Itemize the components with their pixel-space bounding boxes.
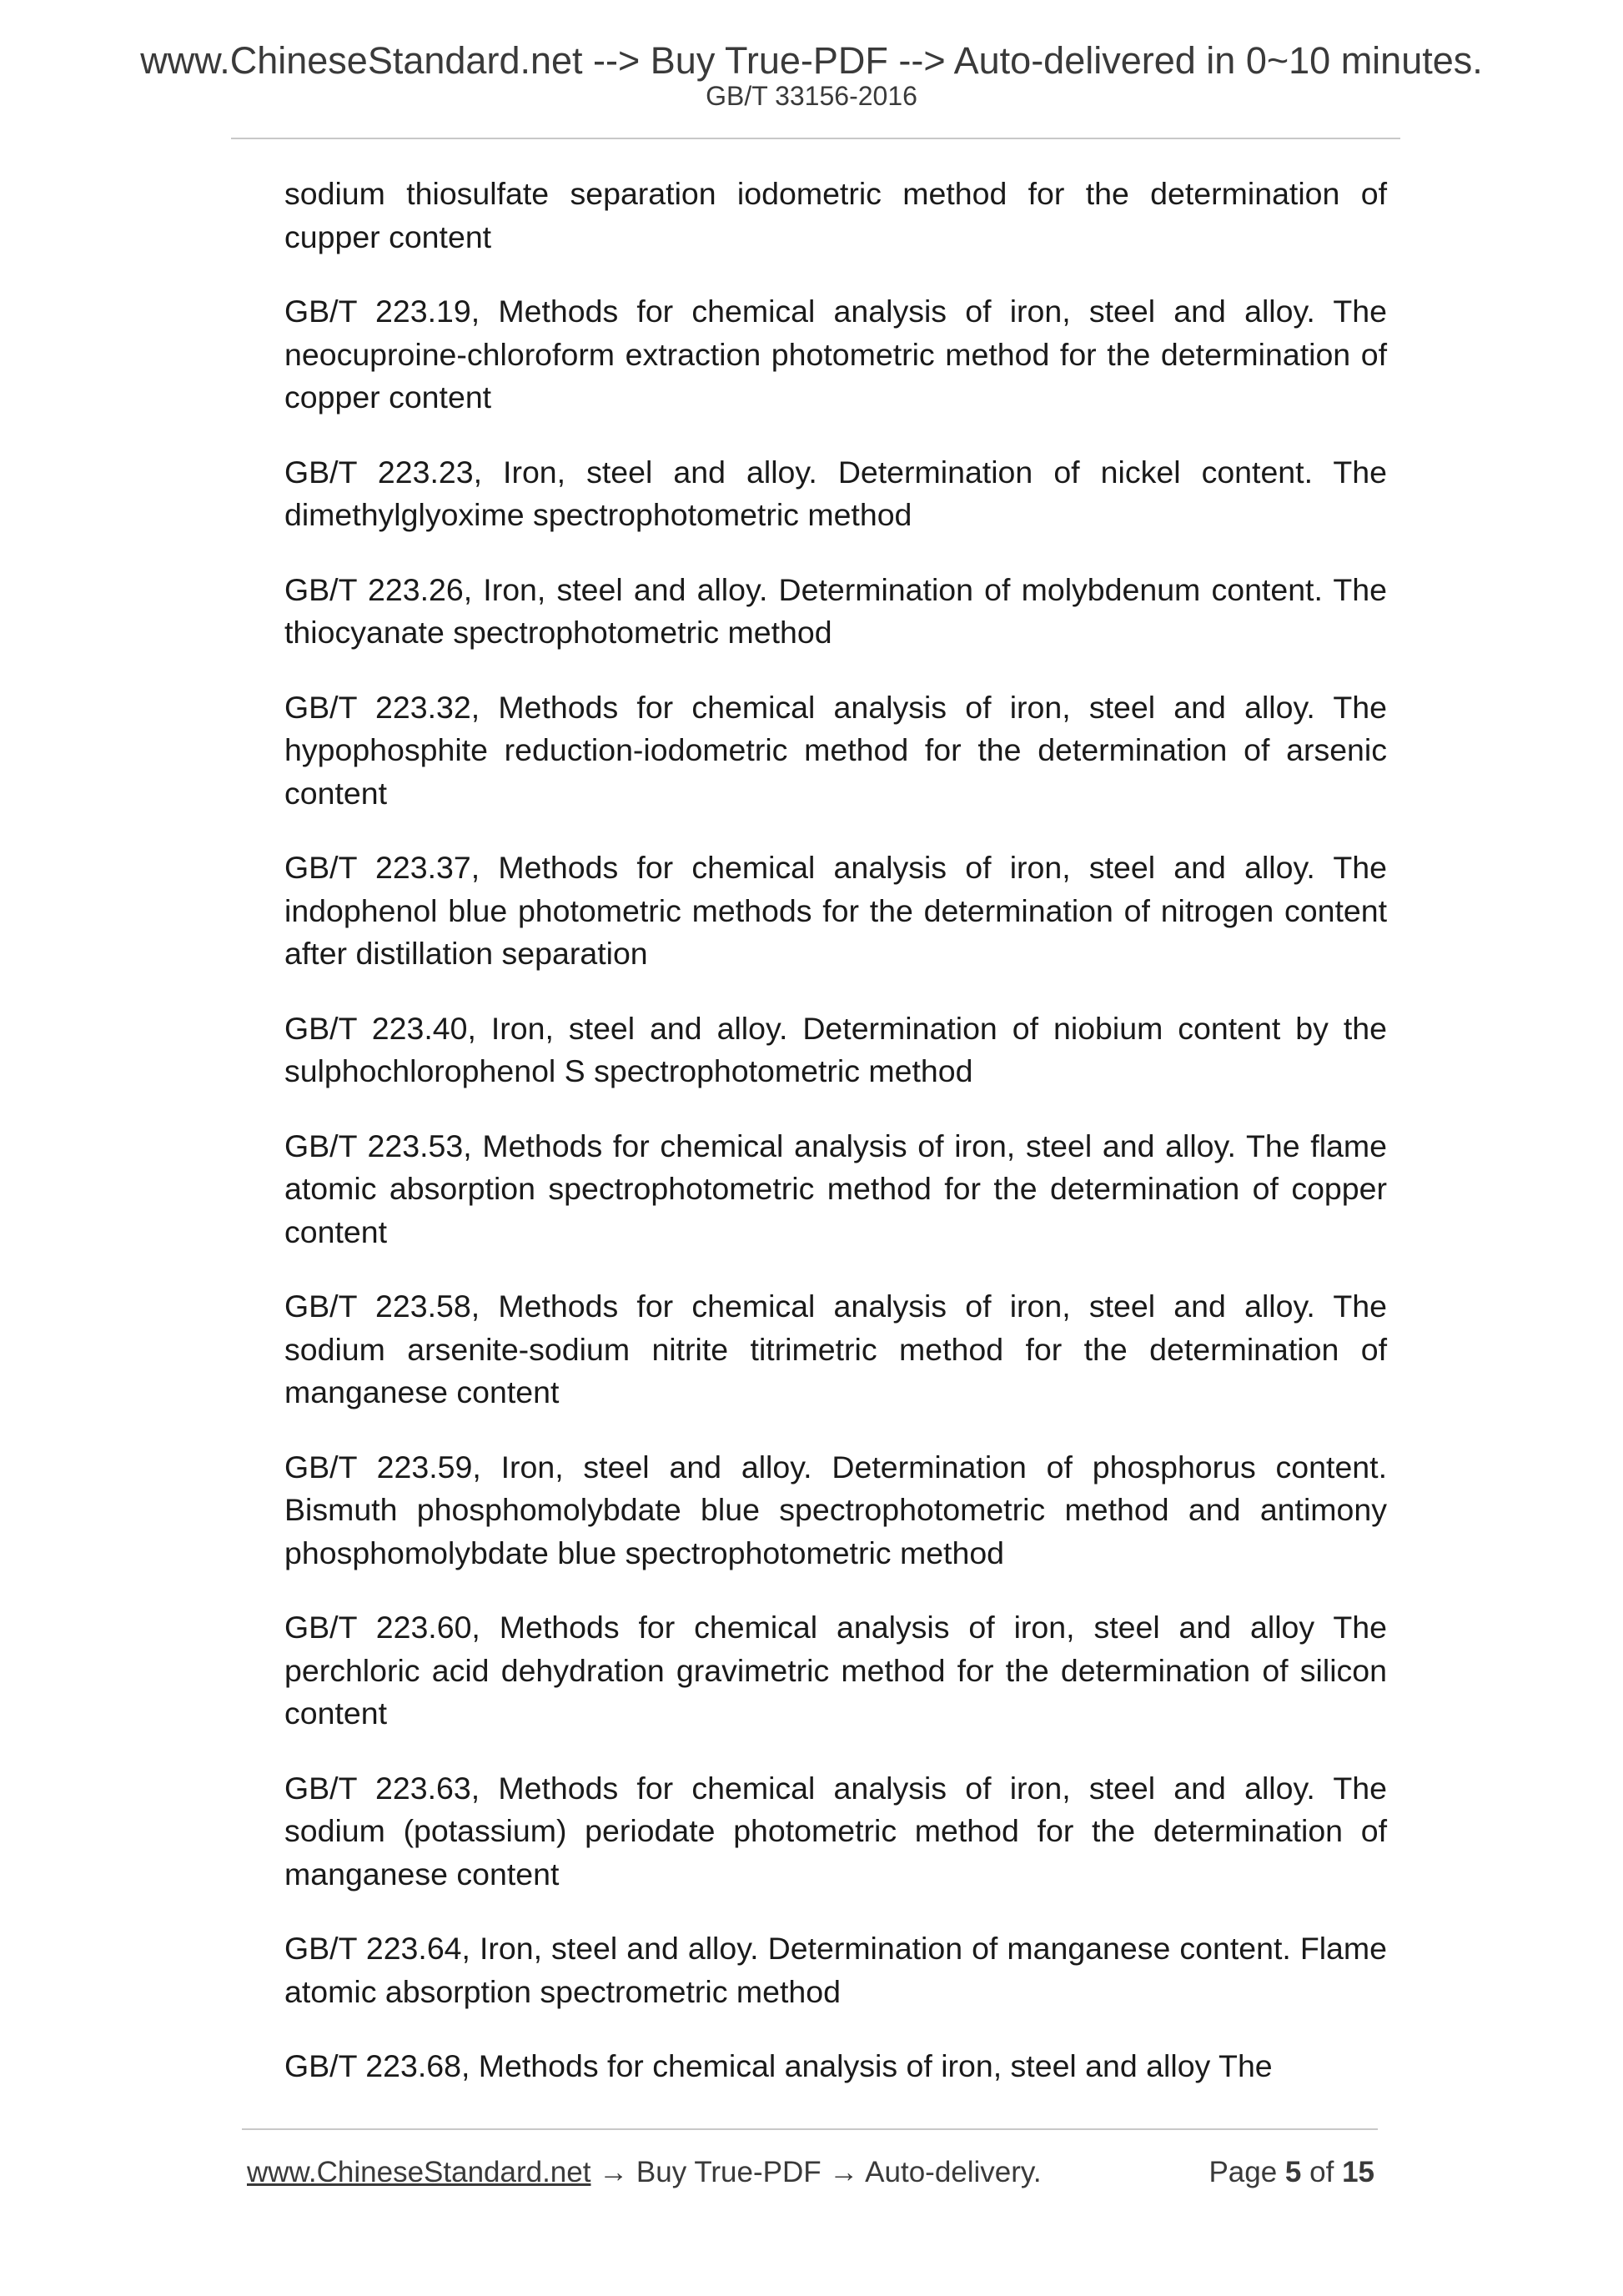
reference-item: GB/T 223.64, Iron, steel and alloy. Determination of manganese content. Flame atomic absorption spectrometric method <box>284 1931 1387 2009</box>
footer-divider <box>242 2128 1378 2130</box>
reference-item: GB/T 223.23, Iron, steel and alloy. Determination of nickel content. The dimethylglyoxime spectrophotometric method <box>284 454 1387 532</box>
site-link[interactable]: www.ChineseStandard.net <box>247 2156 591 2188</box>
reference-item: GB/T 223.58, Methods for chemical analysis of iron, steel and alloy. The sodium arsenite-sodium nitrite titrimetric method for the determination of manganese content <box>284 1289 1387 1409</box>
footer-promo <box>247 2152 1042 2193</box>
reference-item: GB/T 223.68, Methods for chemical analysis of iron, steel and alloy The <box>284 2048 1273 2083</box>
reference-item: GB/T 223.59, Iron, steel and alloy. Determination of phosphorus content. Bismuth phosphomolybdate blue spectrophotometric method and antimony phosphomolybdate blue spectrophotometric method <box>284 1449 1387 1570</box>
document-code: GB/T 33156-2016 <box>706 81 917 111</box>
total-pages: 15 <box>1342 2156 1374 2188</box>
reference-item: sodium thiosulfate separation iodometric method for the determination of cupper content <box>284 176 1387 254</box>
reference-item: GB/T 223.53, Methods for chemical analysis of iron, steel and alloy. The flame atomic absorption spectrophotometric method for the determination of copper content <box>284 1128 1387 1249</box>
reference-item: GB/T 223.37, Methods for chemical analysis of iron, steel and alloy. The indophenol blue photometric methods for the determination of nitrogen content after distillation separation <box>284 850 1387 971</box>
page-indicator <box>1208 2152 1374 2193</box>
reference-item: GB/T 223.63, Methods for chemical analysis of iron, steel and alloy. The sodium (potassium) periodate photometric method for the determination of manganese content <box>284 1770 1387 1892</box>
page-footer <box>247 2152 1374 2193</box>
of-label: of <box>1309 2156 1334 2188</box>
reference-item: GB/T 223.19, Methods for chemical analysis of iron, steel and alloy. The neocuproine-chloroform extraction photometric method for the determination of copper content <box>284 294 1387 414</box>
reference-item: GB/T 223.60, Methods for chemical analysis of iron, steel and alloy The perchloric acid dehydration gravimetric method for the determination of silicon content <box>284 1610 1387 1731</box>
page-label: Page <box>1208 2156 1278 2188</box>
top-banner: www.ChineseStandard.net --> Buy True-PDF --> Auto-delivered in 0~10 minutes. <box>140 39 1483 82</box>
reference-item: GB/T 223.40, Iron, steel and alloy. Determination of niobium content by the sulphochlorophenol S spectrophotometric method <box>284 1010 1387 1088</box>
footer-tagline: → Buy True-PDF → Auto-delivery. <box>590 2156 1042 2188</box>
page-number: 5 <box>1284 2156 1302 2188</box>
header-divider <box>231 138 1400 139</box>
reference-item: GB/T 223.32, Methods for chemical analysis of iron, steel and alloy. The hypophosphite reduction-iodometric method for the determination of arsenic content <box>284 689 1387 811</box>
references-list <box>284 173 1387 2120</box>
reference-item: GB/T 223.26, Iron, steel and alloy. Determination of molybdenum content. The thiocyanate spectrophotometric method <box>284 571 1387 650</box>
